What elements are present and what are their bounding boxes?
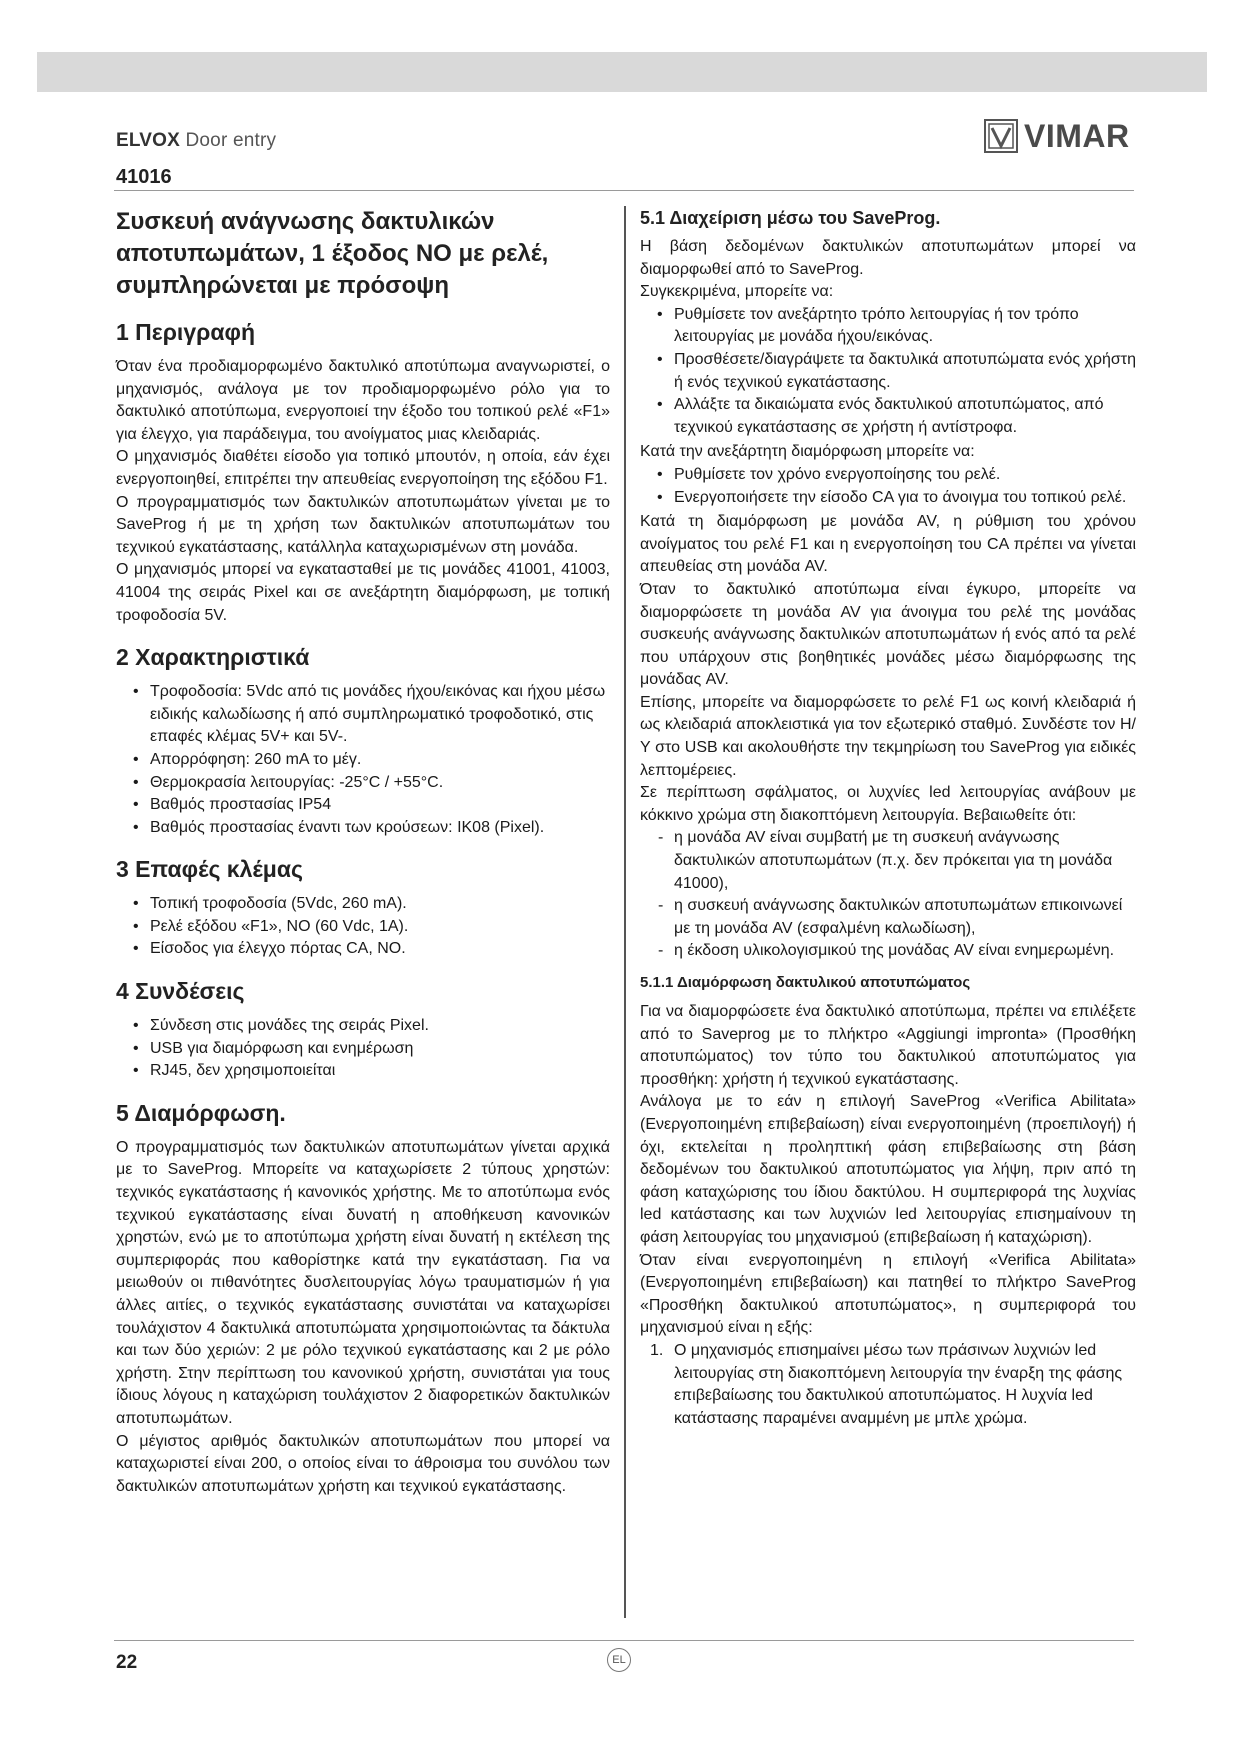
left-column [116, 206, 610, 1498]
paragraph: Ο προγραμματισμός των δακτυλικών αποτυπωμάτων γίνεται αρχικά με το SaveProg. Μπορείτε να καταχωρίσετε 2 τύπους χρηστών: τεχνικός εγκατάστασης ή κανονικός χρήστης. Με το αποτύπωμα ενός τεχνικού εγκατάστασης είναι δυνατή η αποθήκευση κανονικών χρηστών, ενώ με το αποτύπωμα χρήστη είναι δυνατή η εκτέλεση της συμπεριφοράς που καθορίστηκε κατά την εγκατάσταση. Για να μειωθούν οι πιθανότητες δυσλειτουργίας λόγω τραυματισμών ή για άλλες αιτίες, ο τεχνικός εγκατάστασης συνιστάται να καταχωρίσει τουλάχιστον 4 δακτυλικά αποτυπώματα χρησιμοποιώντας τα δάκτυλα και των δύο χεριών: 2 με ρόλο τεχνικού εγκατάστασης και 2 με ρόλο χρήστη. Στην περίπτωση του κανονικού χρήστη, συνιστάται για τους ίδιους λόγους η καταχώριση τουλάχιστον 2 διαφορετικών δακτυλικών αποτυπωμάτων. [116, 1138, 610, 1427]
top-gray-band [37, 52, 1207, 92]
section-heading-terminals: 3 Επαφές κλέμας [116, 856, 303, 883]
list-item: • Προσθέσετε/διαγράψετε τα δακτυλικά αποτυπώματα ενός χρήστη ή ενός τεχνικού εγκατάστασης. [674, 349, 1136, 394]
section-heading-configuration: 5 Διαμόρφωση. [116, 1099, 286, 1126]
vimar-logo-icon [984, 119, 1018, 153]
list-item: • RJ45, δεν χρησιμοποιείται [150, 1060, 610, 1083]
subsection-heading-fingerprint-config: 5.1.1 Διαμόρφωση δακτυλικού αποτυπώματος [640, 974, 971, 991]
paragraph: Σε περίπτωση σφάλματος, οι λυχνίες led λειτουργίας ανάβουν με κόκκινο χρώμα στη διακοπτόμενη λειτουργία. Βεβαιωθείτε ότι: [640, 784, 1136, 824]
step-text: Ο μηχανισμός επισημαίνει μέσω των πράσινων λυχνιών led λειτουργίας στη διακοπτόμενη λειτουργία την έναρξη της φάσης επιβεβαίωσης του δακτυλικού αποτυπώματος. Η λυχνία led κατάστασης παραμένει αναμμένη με μπλε χρώμα. [674, 1341, 1123, 1427]
header-divider [114, 190, 1134, 191]
section-heading-description: 1 Περιγραφή [116, 319, 255, 345]
standalone-options-list [640, 464, 1136, 509]
characteristics-list [116, 681, 610, 839]
list-item: • Ενεργοποιήσετε την είσοδο CA για το άνοιγμα του τοπικού ρελέ. [674, 487, 1136, 510]
list-item: • Τοπική τροφοδοσία (5Vdc, 260 mA). [150, 893, 610, 916]
section-heading-characteristics: 2 Χαρακτηριστικά [116, 644, 310, 671]
paragraph: Ο μηχανισμός μπορεί να εγκατασταθεί με τις μονάδες 41001, 41003, 41004 της σειράς Pixel και σε ανεξάρτητη διαμόρφωση, με τοπική τροφοδοσία 5V. [116, 561, 610, 624]
list-item: • Ρυθμίσετε τον χρόνο ενεργοποίησης του ρελέ. [674, 464, 1136, 487]
paragraph: Όταν ένα προδιαμορφωμένο δακτυλικό αποτύπωμα αναγνωριστεί, ο μηχανισμός, ανάλογα με τον προδιαμορφωμένο ρόλο για το δακτυλικό αποτύπωμα, ενεργοποιεί την έξοδο του τοπικού ρελέ «F1» για έλεγχο, για παράδειγμα, του ανοίγματος μιας κλειδαριάς. [116, 358, 610, 443]
paragraph: Κατά την ανεξάρτητη διαμόρφωση μπορείτε να: [640, 443, 975, 461]
paragraph: Ανάλογα με το εάν η επιλογή SaveProg «Verifica Abilitata» (Ενεργοποιημένη επιβεβαίωση) είναι ενεργοποιημένη (προεπιλογή) ή όχι, εκτελείται η προληπτική φάση επιβεβαίωσης στη βάση δεδομένων του δακτυλικού αποτυπώματος για λήψη, πριν από τη φάση καταχώρισης του ίδιου δακτύλου. Η συμπεριφορά της λυχνίας led κατάστασης και των λυχνιών led λειτουργίας επισημαίνουν τη φάση λειτουργίας του μηχανισμού (επιβεβαίωση ή καταχώριση). [640, 1093, 1136, 1246]
paragraph: Ο μηχανισμός διαθέτει είσοδο για τοπικό μπουτόν, η οποία, εάν έχει ενεργοποιηθεί, επιτρέπει την απευθείας ενεργοποίηση της εξόδου F1. [116, 448, 610, 488]
column-divider [624, 206, 626, 1618]
language-badge: EL [607, 1648, 631, 1672]
footer-divider [114, 1640, 1134, 1641]
list-item: • Θερμοκρασία λειτουργίας: -25°C / +55°C. [150, 772, 610, 795]
list-item: • Απορρόφηση: 260 mA το μέγ. [150, 749, 610, 772]
paragraph: Επίσης, μπορείτε να διαμορφώσετε το ρελέ F1 ως κοινή κλειδαριά ή ως κλειδαριά αποκλειστικά για τον εξωτερικό σταθμό. Συνδέστε τον Η/Υ στο USB και ακολουθήστε την τεκμηρίωση του SaveProg για ειδικές λεπτομέρειες. [640, 693, 1136, 779]
paragraph: Η βάση δεδομένων δακτυλικών αποτυπωμάτων μπορεί να διαμορφωθεί από το SaveProg. [640, 238, 1136, 278]
list-item: • Ρυθμίσετε τον ανεξάρτητο τρόπο λειτουργίας ή τον τρόπο λειτουργίας με μονάδα ήχου/εικόνας. [674, 304, 1136, 349]
product-code: 41016 [116, 166, 172, 188]
list-item: • USB για διαμόρφωση και ενημέρωση [150, 1038, 610, 1061]
section-heading-connections: 4 Συνδέσεις [116, 978, 245, 1005]
list-item: - η συσκευή ανάγνωσης δακτυλικών αποτυπωμάτων επικοινωνεί με τη μονάδα AV (εσφαλμένη καλωδίωση), [674, 895, 1136, 940]
behaviour-steps-list [640, 1340, 1136, 1430]
section-heading-saveprog: 5.1 Διαχείριση μέσω του SaveProg. [640, 208, 941, 228]
list-item: • Βαθμός προστασίας έναντι των κρούσεων: IK08 (Pixel). [150, 817, 610, 840]
paragraph: Ο μέγιστος αριθμός δακτυλικών αποτυπωμάτων που μπορεί να καταχωριστεί είναι 200, ο οποίος είναι το άθροισμα του συνόλου των δακτυλικών αποτυπωμάτων χρήστη και τεχνικού εγκατάστασης. [116, 1432, 610, 1495]
list-item: • Τροφοδοσία: 5Vdc από τις μονάδες ήχου/εικόνας και ήχου μέσω ειδικής καλωδίωσης ή από συμπληρωματικό τροφοδοτικό, στις επαφές κλέμας 5V+ και 5V-. [150, 681, 610, 749]
paragraph: Για να διαμορφώσετε ένα δακτυλικό αποτύπωμα, πρέπει να επιλέξετε από το Saveprog με το πλήκτρο «Aggiungi impronta» (Προσθήκη αποτυπώματος) τον τύπο του δακτυλικού αποτυπώματος για προσθήκη: χρήστη ή τεχνικού εγκατάστασης. [640, 1003, 1136, 1088]
terminals-list [116, 893, 610, 961]
error-checklist [640, 827, 1136, 963]
list-item: • Ρελέ εξόδου «F1», NO (60 Vdc, 1A). [150, 916, 610, 939]
vimar-logo [984, 118, 1130, 154]
list-item: • Σύνδεση στις μονάδες της σειράς Pixel. [150, 1015, 610, 1038]
page-number: 22 [116, 1652, 138, 1673]
right-column [640, 206, 1136, 1430]
list-item [650, 1340, 1136, 1430]
list-item: - η έκδοση υλικολογισμικού της μονάδας AV είναι ενημερωμένη. [674, 940, 1136, 963]
document-title: Συσκευή ανάγνωσης δακτυλικών αποτυπωμάτων, 1 έξοδος NO με ρελέ, συμπληρώνεται με πρόσοψη [116, 208, 549, 299]
logo-text: VIMAR [1024, 117, 1130, 154]
brand-subtitle: Door entry [185, 130, 277, 151]
list-item: • Βαθμός προστασίας IP54 [150, 794, 610, 817]
paragraph: Όταν το δακτυλικό αποτύπωμα είναι έγκυρο, μπορείτε να διαμορφώσετε τη μονάδα AV για άνοιγμα του ρελέ της μονάδας συσκευής ανάγνωσης δακτυλικών αποτυπωμάτων ή ενός από τα ρελέ που υπάρχουν στις βοηθητικές μονάδες μέσω διαμόρφωσης της μονάδας AV. [640, 580, 1136, 689]
paragraph: Συγκεκριμένα, μπορείτε να: [640, 283, 834, 301]
step-number: 1. [650, 1341, 664, 1359]
connections-list [116, 1015, 610, 1083]
list-item: • Αλλάξτε τα δικαιώματα ενός δακτυλικού αποτυπώματος, από τεχνικού εγκατάστασης σε χρήστη ή αντίστροφα. [674, 394, 1136, 439]
paragraph: Κατά τη διαμόρφωση με μονάδα AV, η ρύθμιση του χρόνου ανοίγματος του ρελέ F1 και η ενεργοποίηση του CA πρέπει να γίνεται απευθείας στη μονάδα AV. [640, 513, 1136, 576]
list-item: - η μονάδα AV είναι συμβατή με τη συσκευή ανάγνωσης δακτυλικών αποτυπωμάτων (π.χ. δεν πρόκειται για τη μονάδα 41000), [674, 827, 1136, 895]
list-item: • Είσοδος για έλεγχο πόρτας CA, NO. [150, 938, 610, 961]
brand-label [116, 130, 276, 152]
brand-name: ELVOX [116, 130, 180, 151]
paragraph: Όταν είναι ενεργοποιημένη η επιλογή «Verifica Abilitata» (Ενεργοποιημένη επιβεβαίωση) και πατηθεί το πλήκτρο SaveProg «Προσθήκη δακτυλικού αποτυπώματος», η συμπεριφορά του μηχανισμού είναι η εξής: [640, 1251, 1136, 1337]
paragraph: Ο προγραμματισμός των δακτυλικών αποτυπωμάτων γίνεται με το SaveProg ή με τη χρήση των δακτυλικών αποτυπωμάτων του τεχνικού εγκατάστασης, κατάλληλα καταχωρισμένων στη μονάδα. [116, 493, 610, 556]
saveprog-options-list [640, 304, 1136, 440]
